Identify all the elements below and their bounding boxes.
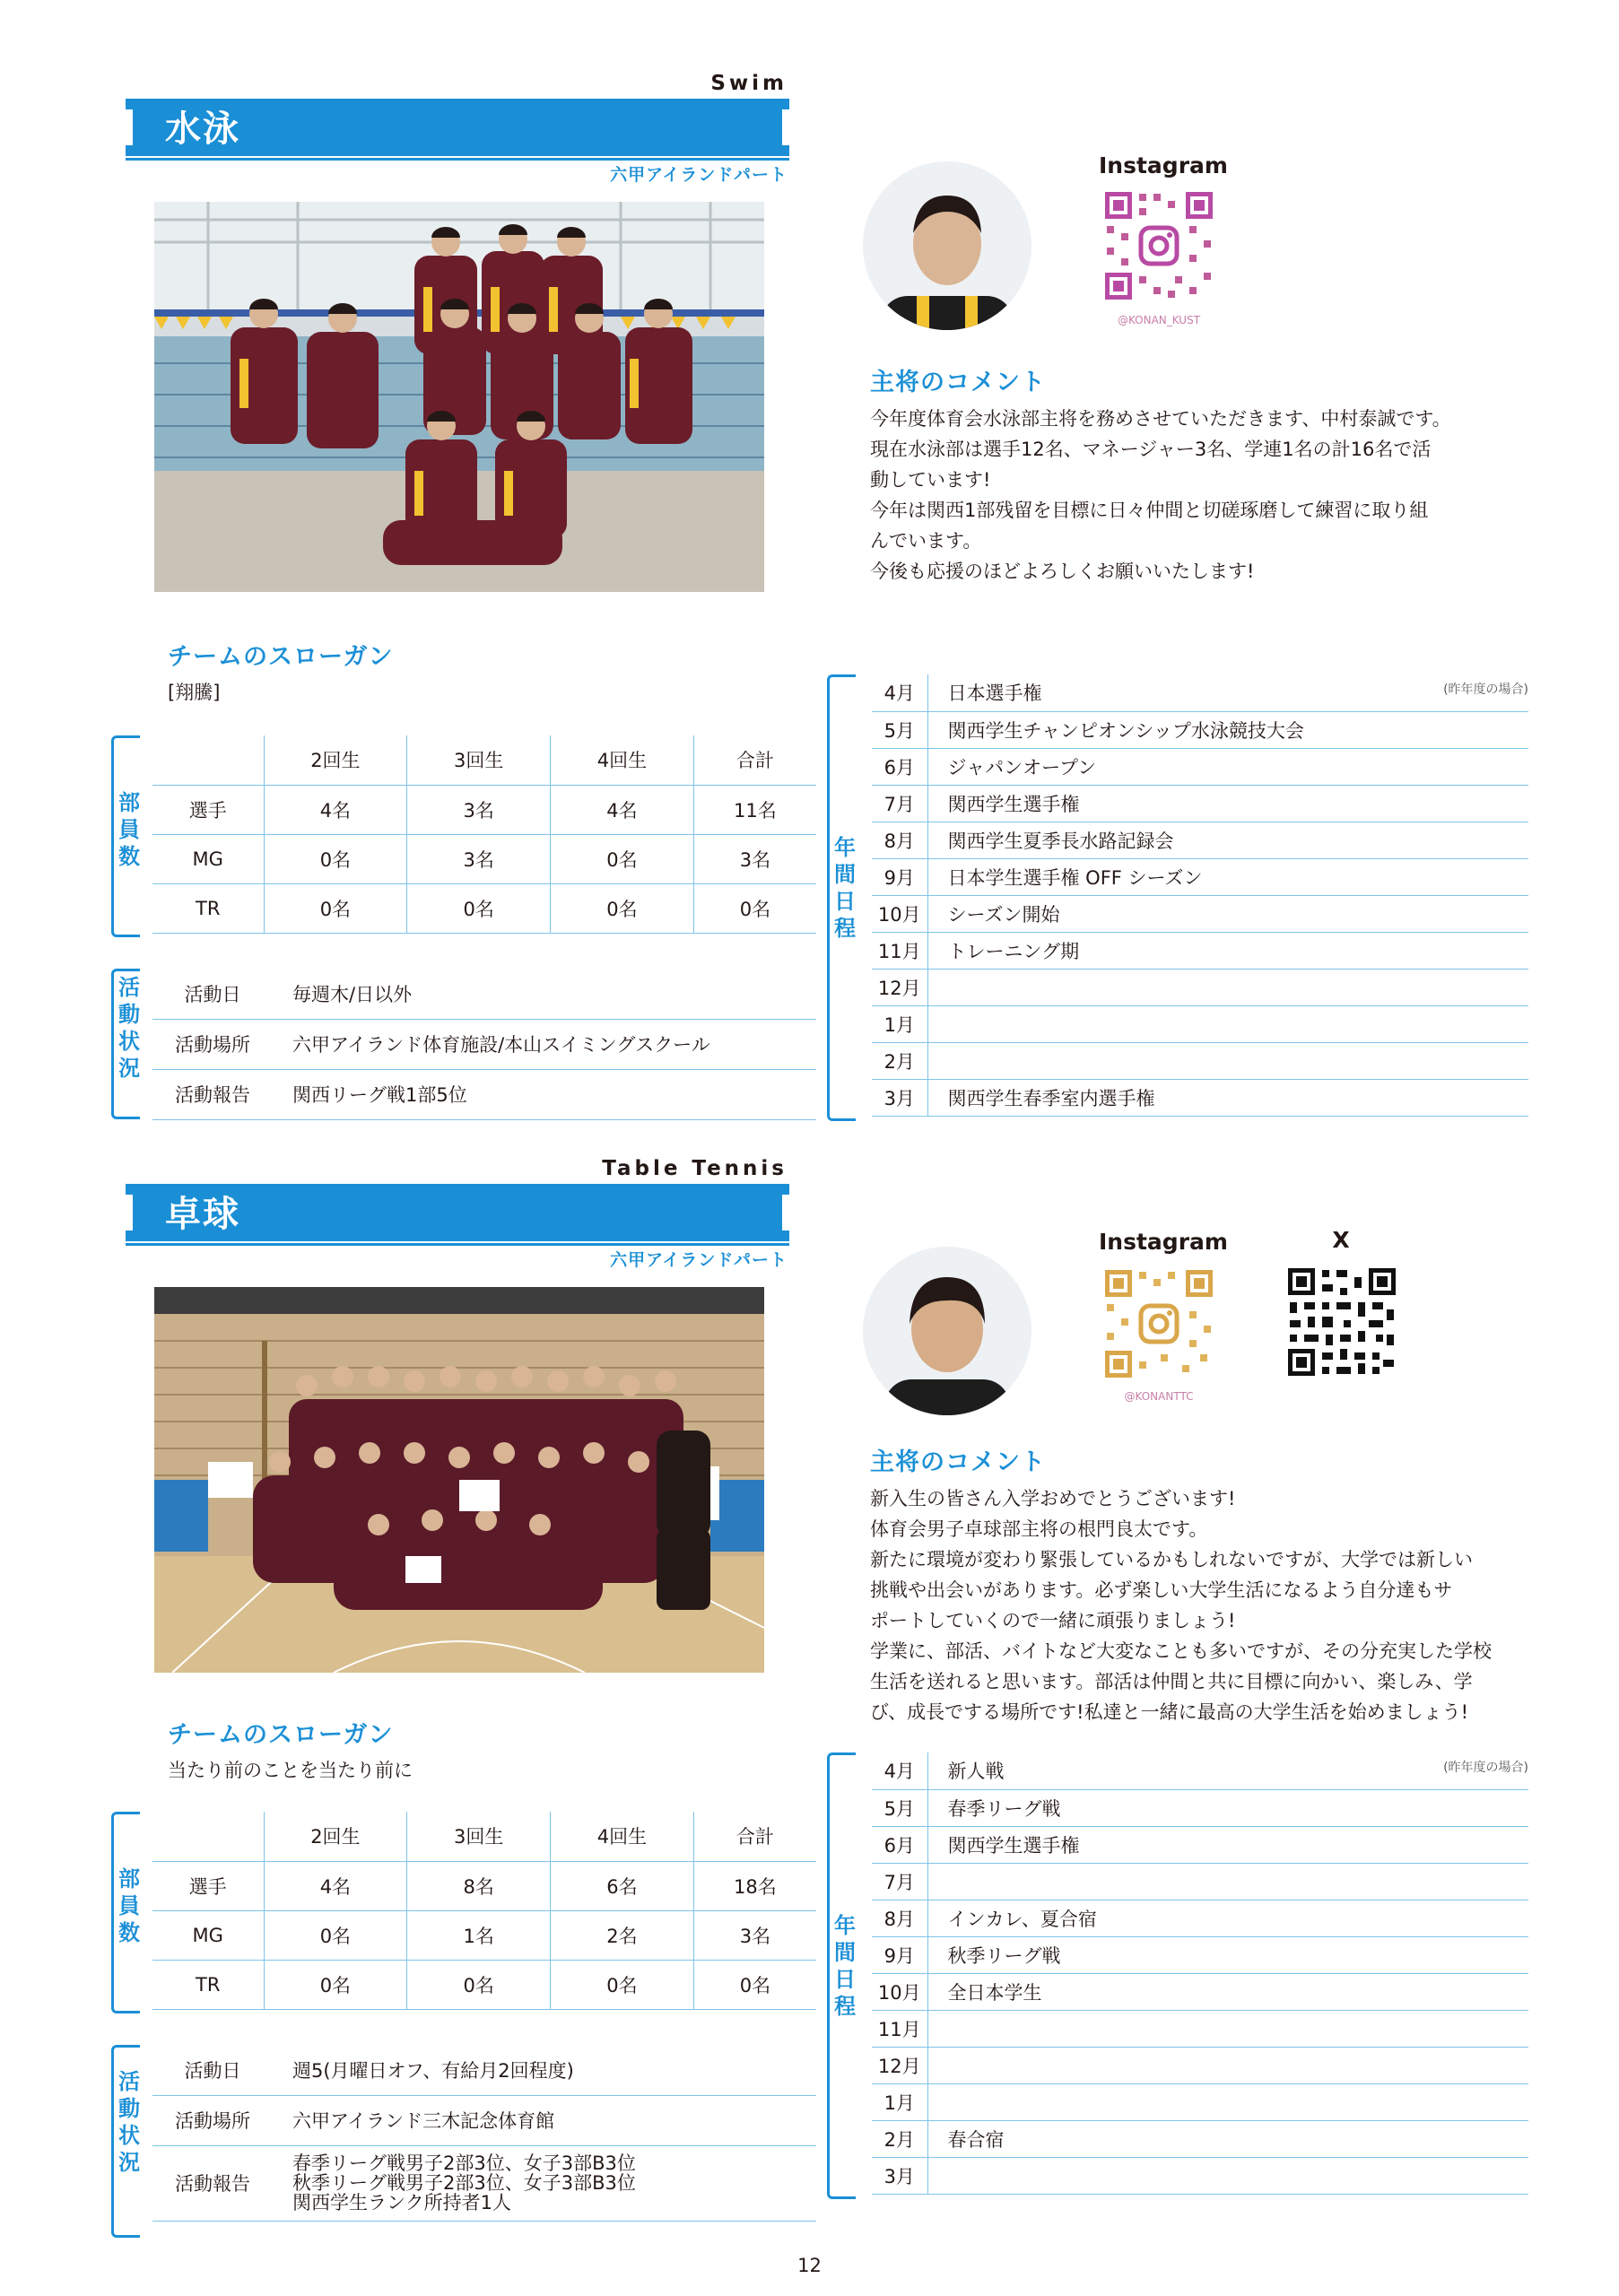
table-header-cell	[152, 1812, 264, 1861]
swim-slogan: [翔騰]	[168, 682, 221, 703]
tt-captain-avatar	[863, 1247, 1031, 1415]
schedule-event	[927, 1042, 1528, 1079]
schedule-month: 6月	[872, 748, 927, 785]
schedule-event: トレーニング期	[927, 932, 1528, 969]
swim-schedule-note: (昨年度の場合)	[1443, 683, 1528, 697]
table-cell: 0名	[264, 834, 407, 883]
table-cell: 18名	[693, 1861, 816, 1910]
table-row	[152, 1910, 816, 1960]
schedule-row	[872, 1900, 1528, 1936]
tt-instagram-handle: @KONANTTC	[1124, 1390, 1194, 1403]
schedule-row	[872, 785, 1528, 822]
schedule-row	[872, 1005, 1528, 1042]
schedule-event: ジャパンオープン	[927, 748, 1528, 785]
swim-members-block	[111, 735, 816, 937]
schedule-event: 日本学生選手権 OFF シーズン	[927, 858, 1528, 895]
schedule-month: 4月	[872, 674, 927, 711]
schedule-month: 10月	[872, 895, 927, 932]
tt-title-band	[126, 1184, 789, 1241]
schedule-event	[927, 2010, 1528, 2047]
tt-comment-body	[870, 1483, 1507, 1727]
table-cell: 4名	[264, 1861, 407, 1910]
table-cell: TR	[152, 883, 264, 933]
tt-members-label: 部 員 数	[118, 1866, 140, 1945]
schedule-event	[927, 2083, 1528, 2120]
activity-value-cell: 関西リーグ戦1部5位	[273, 1069, 816, 1119]
table-row	[152, 2045, 816, 2095]
schedule-event: 春季リーグ戦	[927, 1789, 1528, 1826]
table-header-cell: 4回生	[551, 1812, 694, 1861]
schedule-row	[872, 2083, 1528, 2120]
table-cell: 0名	[551, 883, 694, 933]
swim-captain-avatar	[863, 161, 1031, 330]
schedule-event	[927, 2157, 1528, 2194]
schedule-row	[872, 969, 1528, 1005]
table-cell: 0名	[407, 883, 551, 933]
table-cell: 選手	[152, 1861, 264, 1910]
table-cell: MG	[152, 1910, 264, 1960]
schedule-month: 11月	[872, 2010, 927, 2047]
schedule-event: 関西学生選手権	[927, 1826, 1528, 1863]
table-row	[152, 1960, 816, 2009]
schedule-row	[872, 1973, 1528, 2010]
schedule-month: 7月	[872, 1863, 927, 1900]
schedule-month: 3月	[872, 1079, 927, 1116]
tt-team-photo	[154, 1287, 764, 1673]
table-cell: TR	[152, 1960, 264, 2009]
table-header-cell: 3回生	[407, 1812, 551, 1861]
table-cell: 4名	[264, 785, 407, 834]
schedule-event: シーズン開始	[927, 895, 1528, 932]
swim-schedule-table	[872, 674, 1528, 1117]
tt-title: 卓球	[165, 1194, 240, 1235]
table-cell: 3名	[407, 785, 551, 834]
swim-title-underline	[126, 158, 789, 161]
schedule-month: 4月	[872, 1752, 927, 1789]
schedule-row	[872, 1863, 1528, 1900]
activity-label-cell: 活動日	[152, 2045, 273, 2095]
swim-members-label: 部 員 数	[118, 790, 140, 869]
schedule-row	[872, 932, 1528, 969]
schedule-event: 秋季リーグ戦	[927, 1936, 1528, 1973]
activity-value-cell	[273, 2145, 816, 2221]
schedule-month: 8月	[872, 1900, 927, 1936]
schedule-event: 関西学生夏季長水路記録会	[927, 822, 1528, 858]
schedule-event	[927, 1863, 1528, 1900]
swim-instagram-handle: @KONAN_KUST	[1117, 314, 1201, 326]
schedule-month: 8月	[872, 822, 927, 858]
table-tennis-section	[0, 1157, 1619, 2251]
schedule-month: 1月	[872, 1005, 927, 1042]
activity-report-line: 春季リーグ戦男子2部3位、女子3部B3位	[292, 2152, 636, 2174]
schedule-event: インカレ、夏合宿	[927, 1900, 1528, 1936]
schedule-month: 2月	[872, 2120, 927, 2157]
schedule-month: 7月	[872, 785, 927, 822]
table-cell: 3名	[693, 1910, 816, 1960]
table-row	[152, 883, 816, 933]
swim-comment-line: んでいます。	[870, 530, 982, 552]
swim-comment-line: 今年度体育会水泳部主将を務めさせていただきます、中村泰誠です。	[870, 408, 1451, 430]
schedule-event: 全日本学生	[927, 1973, 1528, 2010]
tt-activity-table	[152, 2045, 816, 2222]
tt-instagram-qr[interactable]	[1101, 1266, 1216, 1381]
table-row	[152, 1069, 816, 1119]
tt-title-underline	[126, 1243, 789, 1246]
schedule-row	[872, 1826, 1528, 1863]
schedule-month: 9月	[872, 858, 927, 895]
activity-label-cell: 活動場所	[152, 2095, 273, 2145]
swim-comment-body	[870, 404, 1507, 587]
tt-members-table	[152, 1812, 816, 2010]
activity-label-cell: 活動日	[152, 969, 273, 1019]
table-cell: 0名	[264, 1960, 407, 2009]
swim-comment-line: 今後も応援のほどよろしくお願いいたします!	[870, 561, 1255, 582]
swim-instagram-label: Instagram	[1099, 152, 1228, 178]
table-cell: 0名	[264, 1910, 407, 1960]
schedule-row	[872, 1752, 1528, 1789]
table-row	[152, 2145, 816, 2221]
table-header-row	[152, 1812, 816, 1861]
page-number: 12	[797, 2255, 822, 2276]
activity-label-cell: 活動報告	[152, 1069, 273, 1119]
table-row	[152, 1861, 816, 1910]
table-cell: 6名	[551, 1861, 694, 1910]
tt-comment-line: び、成長でする場所です!私達と一緒に最高の大学生活を始めましょう!	[870, 1701, 1468, 1723]
tt-comment-line: 新たに環境が変わり緊張しているかもしれないですが、大学では新しい	[870, 1549, 1473, 1570]
swim-members-table	[152, 735, 816, 934]
activity-label-cell: 活動場所	[152, 1019, 273, 1069]
table-row	[152, 969, 816, 1019]
tt-schedule-block	[827, 1752, 1528, 2199]
schedule-event	[927, 1005, 1528, 1042]
schedule-row	[872, 822, 1528, 858]
table-cell: 0名	[407, 1960, 551, 2009]
table-header-cell: 合計	[693, 735, 816, 785]
activity-value-cell: 毎週木/日以外	[273, 969, 816, 1019]
schedule-row	[872, 2120, 1528, 2157]
table-row	[152, 785, 816, 834]
schedule-row	[872, 674, 1528, 711]
schedule-event: 新人戦	[927, 1752, 1528, 1789]
table-header-cell: 2回生	[264, 735, 407, 785]
tt-activity-label: 活 動 状 況	[118, 2069, 140, 2175]
schedule-row	[872, 2010, 1528, 2047]
swim-title-band	[126, 99, 789, 156]
schedule-month: 12月	[872, 969, 927, 1005]
schedule-month: 9月	[872, 1936, 927, 1973]
table-header-cell	[152, 735, 264, 785]
tt-comment-line: ポートしていくので一緒に頑張りましょう!	[870, 1610, 1236, 1631]
tt-comment-line: 生活を送れると思います。部活は仲間と共に目標に向かい、楽しみ、学	[870, 1671, 1473, 1692]
tt-x-qr[interactable]	[1284, 1265, 1399, 1379]
tt-comment-line: 新入生の皆さん入学おめでとうございます!	[870, 1488, 1236, 1509]
tt-schedule-table	[872, 1752, 1528, 2195]
tt-slogan-heading: チームのスローガン	[168, 1721, 394, 1749]
table-cell: 選手	[152, 785, 264, 834]
schedule-row	[872, 1042, 1528, 1079]
schedule-row	[872, 711, 1528, 748]
table-cell: 0名	[264, 883, 407, 933]
swim-schedule-label: 年 間 日 程	[834, 835, 856, 941]
table-header-cell: 合計	[693, 1812, 816, 1861]
tt-schedule-label: 年 間 日 程	[834, 1913, 856, 2019]
schedule-month: 2月	[872, 1042, 927, 1079]
schedule-month: 11月	[872, 932, 927, 969]
schedule-row	[872, 1936, 1528, 1973]
swim-comment-line: 今年は関西1部残留を目標に日々仲間と切磋琢磨して練習に取り組	[870, 500, 1429, 521]
tt-english-title: Table Tennis	[602, 1157, 788, 1180]
swim-activity-block	[111, 969, 816, 1119]
tt-campus: 六甲アイランドパート	[610, 1250, 788, 1270]
schedule-month: 5月	[872, 1789, 927, 1826]
swim-schedule-block	[827, 674, 1528, 1121]
schedule-row	[872, 2157, 1528, 2194]
activity-label-cell: 活動報告	[152, 2145, 273, 2221]
tt-slogan: 当たり前のことを当たり前に	[168, 1760, 413, 1781]
table-cell: 1名	[407, 1910, 551, 1960]
tt-comment-line: 体育会男子卓球部主将の根門良太です。	[870, 1518, 1208, 1540]
schedule-event: 日本選手権	[927, 674, 1528, 711]
table-cell: 0名	[551, 834, 694, 883]
tt-comment-heading: 主将のコメント	[870, 1448, 1046, 1476]
table-header-cell: 4回生	[551, 735, 694, 785]
table-row	[152, 2095, 816, 2145]
table-cell: 0名	[693, 1960, 816, 2009]
schedule-event: 春合宿	[927, 2120, 1528, 2157]
schedule-row	[872, 858, 1528, 895]
schedule-event: 関西学生選手権	[927, 785, 1528, 822]
table-cell: 0名	[551, 1960, 694, 2009]
activity-value-cell: 週5(月曜日オフ、有給月2回程度)	[273, 2045, 816, 2095]
table-cell: MG	[152, 834, 264, 883]
table-row	[152, 1019, 816, 1069]
tt-comment-line: 挑戦や出会いがあります。必ず楽しい大学生活になるよう自分達もサ	[870, 1579, 1453, 1601]
schedule-row	[872, 1079, 1528, 1116]
schedule-row	[872, 895, 1528, 932]
schedule-month: 5月	[872, 711, 927, 748]
schedule-event: 関西学生春季室内選手権	[927, 1079, 1528, 1116]
schedule-event	[927, 2047, 1528, 2083]
swim-campus: 六甲アイランドパート	[610, 165, 788, 185]
swim-slogan-heading: チームのスローガン	[168, 643, 394, 671]
swim-activity-table	[152, 969, 816, 1120]
table-header-row	[152, 735, 816, 785]
table-cell: 3名	[693, 834, 816, 883]
table-cell: 11名	[693, 785, 816, 834]
swim-english-title: Swim	[710, 72, 788, 95]
swim-title: 水泳	[165, 109, 240, 150]
swim-comment-line: 現在水泳部は選手12名、マネージャー3名、学連1名の計16名で活	[870, 439, 1432, 460]
swim-team-photo	[154, 202, 764, 592]
activity-report-line: 関西学生ランク所持者1人	[292, 2192, 511, 2213]
tt-comment-line: 学業に、部活、バイトなど大変なことも多いですが、その分充実した学校	[870, 1640, 1492, 1662]
table-cell: 0名	[693, 883, 816, 933]
swim-activity-label: 活 動 状 況	[118, 975, 140, 1081]
table-row	[152, 834, 816, 883]
table-header-cell: 3回生	[407, 735, 551, 785]
swim-comment-line: 動しています!	[870, 469, 991, 491]
schedule-month: 12月	[872, 2047, 927, 2083]
activity-value-cell: 六甲アイランド体育施設/本山スイミングスクール	[273, 1019, 816, 1069]
schedule-event: 関西学生チャンピオンシップ水泳競技大会	[927, 711, 1528, 748]
table-cell: 8名	[407, 1861, 551, 1910]
schedule-row	[872, 2047, 1528, 2083]
table-cell: 3名	[407, 834, 551, 883]
table-cell: 2名	[551, 1910, 694, 1960]
activity-value-cell: 六甲アイランド三木記念体育館	[273, 2095, 816, 2145]
tt-activity-block	[111, 2045, 816, 2238]
tt-schedule-note: (昨年度の場合)	[1443, 1761, 1528, 1775]
tt-instagram-label: Instagram	[1099, 1229, 1228, 1255]
schedule-row	[872, 1789, 1528, 1826]
tt-x-label: X	[1332, 1227, 1350, 1253]
schedule-row	[872, 748, 1528, 785]
table-header-cell: 2回生	[264, 1812, 407, 1861]
schedule-month: 10月	[872, 1973, 927, 2010]
schedule-month: 3月	[872, 2157, 927, 2194]
swim-comment-heading: 主将のコメント	[870, 369, 1046, 396]
tt-members-block	[111, 1812, 816, 2013]
activity-report-line: 秋季リーグ戦男子2部3位、女子3部B3位	[292, 2172, 636, 2194]
schedule-month: 6月	[872, 1826, 927, 1863]
table-cell: 4名	[551, 785, 694, 834]
schedule-event	[927, 969, 1528, 1005]
swim-instagram-qr[interactable]	[1101, 188, 1216, 303]
schedule-month: 1月	[872, 2083, 927, 2120]
